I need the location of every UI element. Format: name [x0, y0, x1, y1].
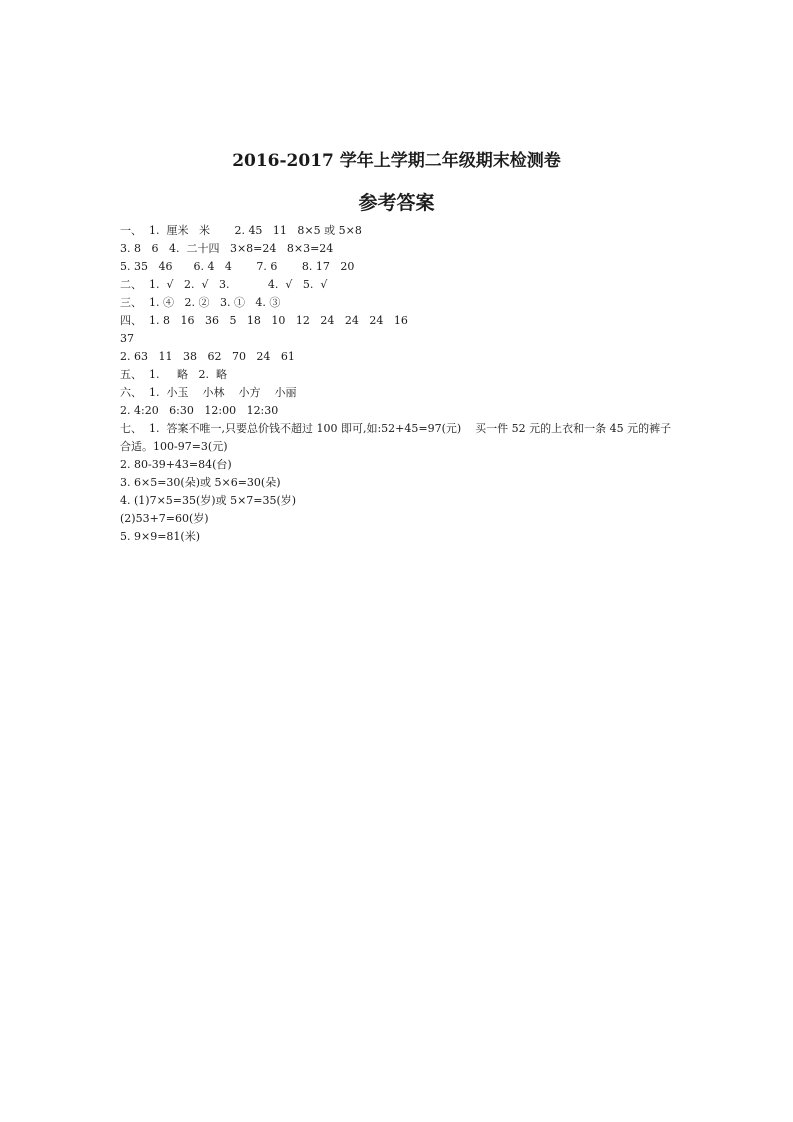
document-title: 2016-2017 学年上学期二年级期末检测卷 [232, 151, 561, 171]
answer-line: (2)53+7=60(岁) [120, 512, 209, 525]
answer-line: 2. 63 11 38 62 70 24 61 [120, 350, 295, 363]
answer-key-body [120, 222, 720, 546]
answer-line: 2. 80-39+43=84(台) [120, 458, 232, 471]
answer-line: 五、 1. 略 2. 略 [120, 368, 227, 381]
answer-line: 3. 6×5=30(朵)或 5×6=30(朵) [120, 476, 281, 489]
answer-line: 六、 1. 小玉 小林 小方 小丽 [120, 386, 297, 399]
answer-line: 5. 35 46 6. 4 4 7. 6 8. 17 20 [120, 260, 355, 273]
document-subtitle: 参考答案 [358, 192, 435, 214]
answer-line: 37 [120, 332, 134, 345]
answer-line: 2. 4:20 6:30 12:00 12:30 [120, 404, 279, 417]
answer-line: 四、 1. 8 16 36 5 18 10 12 24 24 24 16 [120, 314, 408, 327]
answer-line: 二、 1. √ 2. √ 3. 4. √ 5. √ [120, 278, 328, 291]
answer-line: 合适。100-97=3(元) [120, 440, 228, 453]
answer-line: 3. 8 6 4. 二十四 3×8=24 8×3=24 [120, 242, 334, 255]
answer-line: 5. 9×9=81(米) [120, 530, 201, 543]
answer-line: 4. (1)7×5=35(岁)或 5×7=35(岁) [120, 494, 297, 507]
answer-line: 三、 1. ④ 2. ② 3. ① 4. ③ [120, 296, 281, 309]
answer-line: 一、 1. 厘米 米 2. 45 11 8×5 或 5×8 [120, 224, 362, 237]
answer-line: 七、 1. 答案不唯一,只要总价钱不超过 100 即可,如:52+45=97(元) 买一件 52 元的上衣和一条 45 元的裤子 [120, 422, 672, 435]
